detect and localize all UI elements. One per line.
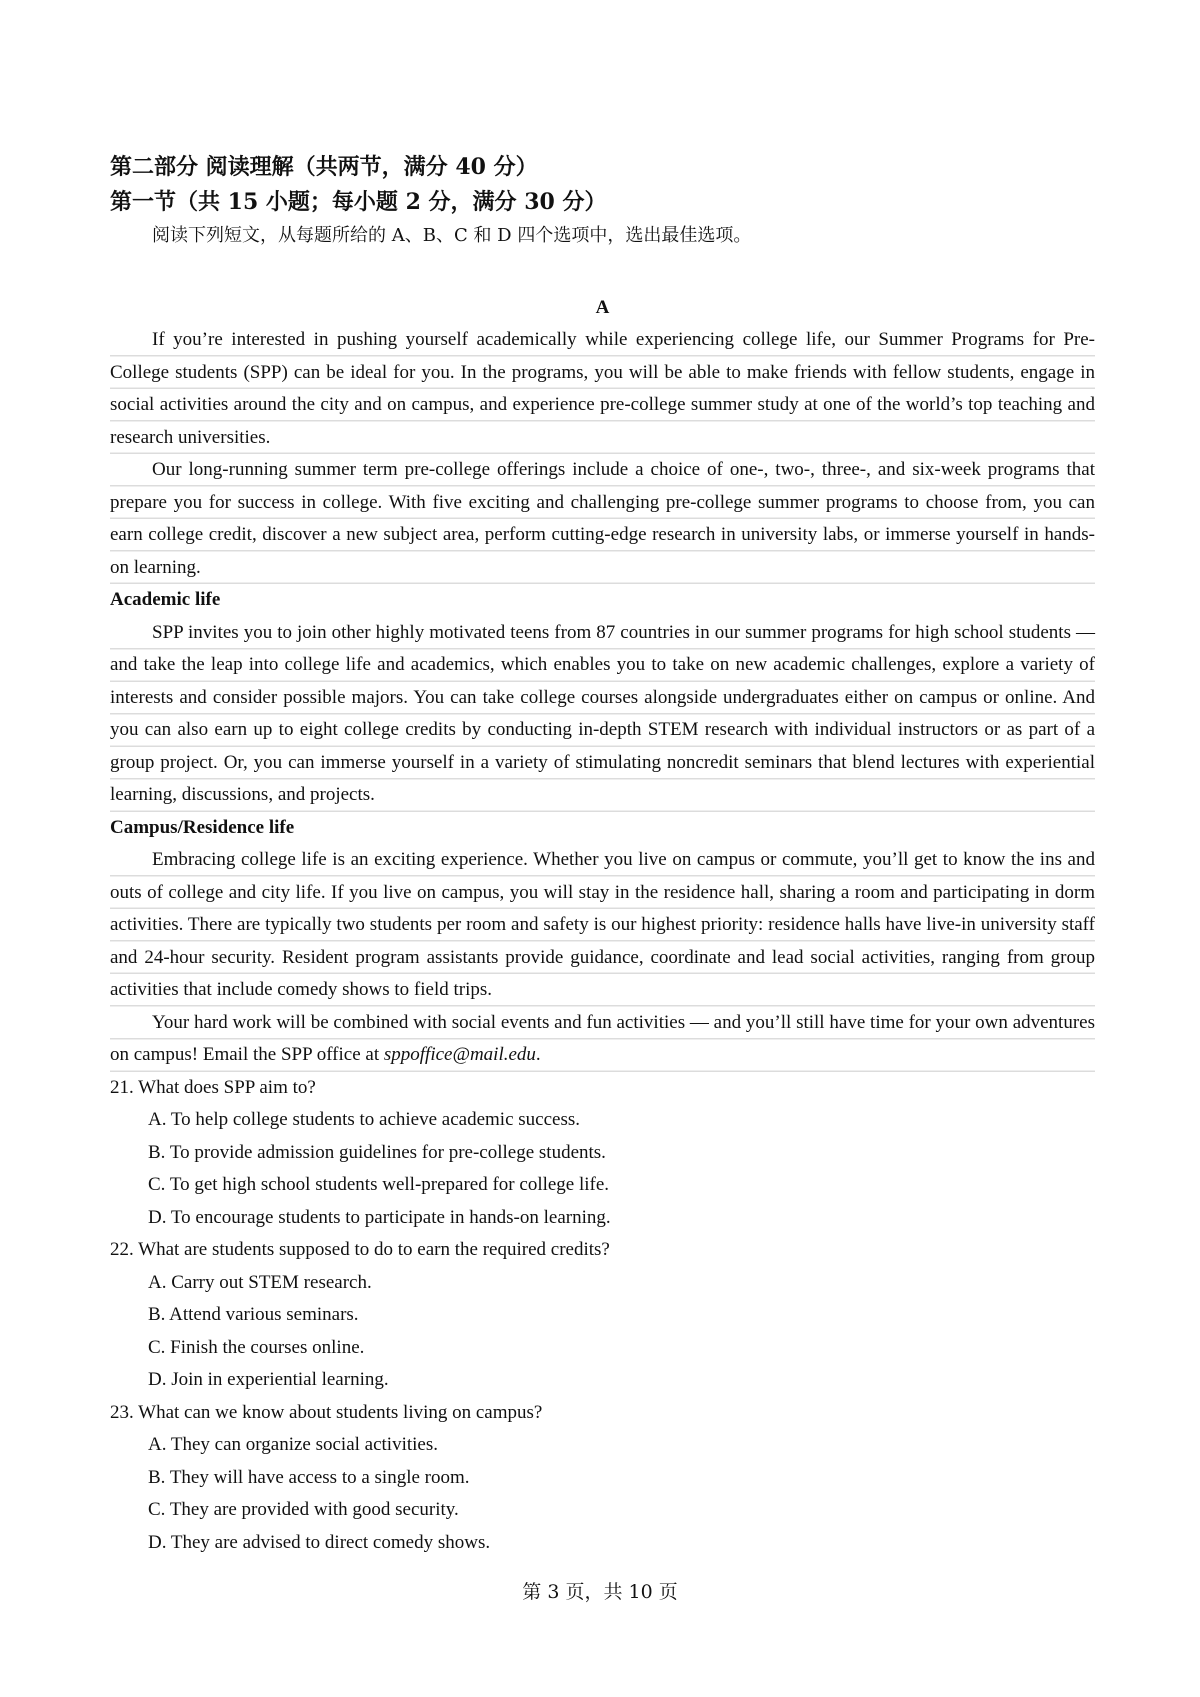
option-list bbox=[110, 1267, 1095, 1397]
option-d: D. They are advised to direct comedy shows. bbox=[148, 1531, 491, 1553]
question-stem: 21. What does SPP aim to? bbox=[110, 1076, 316, 1098]
passage-label: A bbox=[595, 297, 610, 318]
option-c: C. They are provided with good security. bbox=[148, 1499, 459, 1520]
option-b: B. To provide admission guidelines for pre-college students. bbox=[148, 1141, 606, 1163]
option-c: C. Finish the courses online. bbox=[148, 1336, 365, 1358]
part-title: 第二部分 阅读理解（共两节，满分 40 分） bbox=[110, 154, 538, 180]
closing-suffix: . bbox=[535, 1044, 541, 1065]
option-d: D. To encourage students to participate in hands-on learning. bbox=[148, 1206, 611, 1228]
campus-life-paragraph: Embracing college life is an exciting experience. Whether you live on campus or commute, you’ll get to know the ins and outs of college and city life. If you live on campus, you will stay in the residence hall, sharing a room and participating in dorm activities. There are typically two students per room and safety is our highest priority: residence halls have live-in university staff and 24-hour security. Resident program assistants provide guidance, coordinate and lead social activities, ranging from group activities that include comedy shows to field trips. bbox=[110, 844, 1095, 1007]
passage-a bbox=[110, 292, 1095, 1072]
option-a: A. They can organize social activities. bbox=[148, 1434, 439, 1455]
academic-life-paragraph: SPP invites you to join other highly motivated teens from 87 countries in our summer programs for high school students — and take the leap into college life and academics, which enables you to take on new academic challenges, explore a variety of interests and consider possible majors. You can take college courses alongside undergraduates either on campus or online. And you can also earn up to eight college credits by conducting in-depth STEM research with individual instructors or as part of a group project. Or, you can immerse yourself in a variety of stimulating noncredit seminars that blend lectures with experiential learning, discussions, and projects. bbox=[110, 617, 1095, 812]
option-d: D. Join in experiential learning. bbox=[148, 1369, 389, 1390]
question-21 bbox=[110, 1072, 1095, 1235]
section-title: 第一节（共 15 小题；每小题 2 分，满分 30 分） bbox=[110, 189, 607, 215]
instruction-text: 阅读下列短文，从每题所给的 A、B、C 和 D 四个选项中，选出最佳选项。 bbox=[152, 225, 752, 246]
option-b: B. Attend various seminars. bbox=[148, 1304, 359, 1325]
passage-paragraph-1: If you’re interested in pushing yourself academically while experiencing college life, our Summer Programs for Pre-College students (SPP) can be ideal for you. In the programs, you will be able to make friends with fellow students, engage in social activities around the city and on campus, and experience pre-college summer study at one of the world’s top teaching and research universities. bbox=[110, 324, 1095, 454]
question-stem: 23. What can we know about students living on campus? bbox=[110, 1401, 543, 1423]
page-content bbox=[110, 150, 1095, 1559]
passage-paragraph-2: Our long-running summer term pre-college offerings include a choice of one-, two-, three-, and six-week programs that prepare you for success in college. With five exciting and challenging pre-college summer programs to choose from, you can earn college credit, discover a new subject area, perform cutting-edge research in university labs, or immerse yourself in hands-on learning. bbox=[110, 454, 1095, 584]
closing-text: Your hard work will be combined with social events and fun activities — and you’ll still have time for your own adventures on campus! Email the SPP office at bbox=[110, 1011, 1095, 1065]
closing-paragraph bbox=[110, 1007, 1095, 1072]
option-list bbox=[110, 1429, 1095, 1559]
email-address: sppoffice@mail.edu bbox=[383, 1044, 536, 1065]
question-stem: 22. What are students supposed to do to earn the required credits? bbox=[110, 1239, 610, 1260]
option-a: A. Carry out STEM research. bbox=[148, 1271, 372, 1293]
academic-life-heading: Academic life bbox=[110, 589, 221, 610]
page-number-footer: 第 3 页，共 10 页 bbox=[522, 1581, 678, 1603]
option-a: A. To help college students to achieve academic success. bbox=[148, 1109, 580, 1130]
option-b: B. They will have access to a single room. bbox=[148, 1466, 470, 1488]
option-list bbox=[110, 1104, 1095, 1234]
campus-life-heading: Campus/Residence life bbox=[110, 816, 295, 838]
option-c: C. To get high school students well-prepared for college life. bbox=[148, 1174, 610, 1195]
question-22 bbox=[110, 1234, 1095, 1397]
question-23 bbox=[110, 1397, 1095, 1560]
